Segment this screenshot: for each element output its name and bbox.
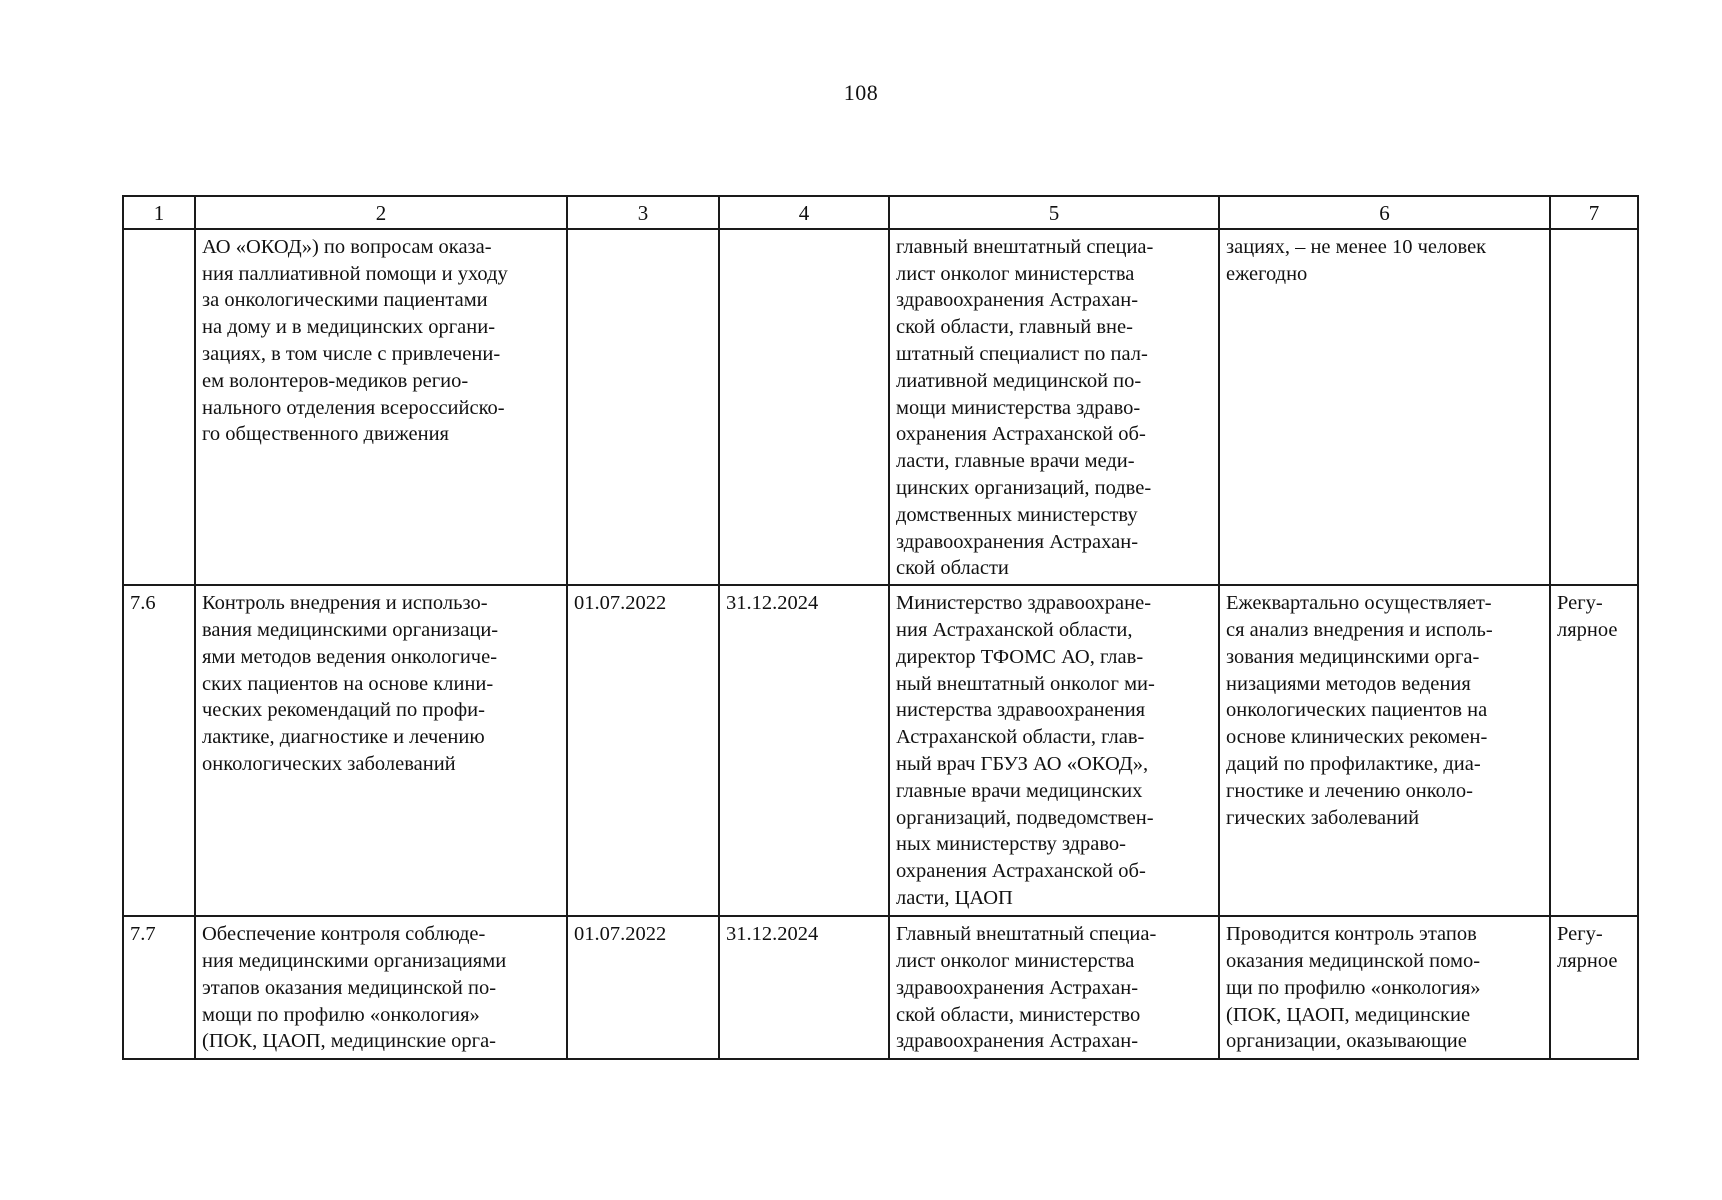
cell-number: 7.6 (123, 585, 195, 916)
column-header-4: 4 (719, 196, 889, 229)
column-header-6: 6 (1219, 196, 1550, 229)
column-header-7: 7 (1550, 196, 1638, 229)
cell-number (123, 229, 195, 585)
cell-task: Контроль внедрения и использо- вания медицинскими организаци- ями методов ведения онкологиче- ских пациентов на основе клини- ческих рекомендаций по профи- лактике, диагностике и лечению онкологических заболеваний (195, 585, 567, 916)
cell-frequency: Регу- лярное (1550, 916, 1638, 1059)
column-header-3: 3 (567, 196, 719, 229)
cell-result: Проводится контроль этапов оказания медицинской помо- щи по профилю «онкология» (ПОК, ЦАОП, медицинские организации, оказывающие (1219, 916, 1550, 1059)
cell-frequency: Регу- лярное (1550, 585, 1638, 916)
column-header-2: 2 (195, 196, 567, 229)
cell-result: Ежеквартально осуществляет- ся анализ внедрения и исполь- зования медицинскими орга- низациями методов ведения онкологических пациентов на основе клинических рекомен- даций по профилактике, диа- гностике и лечению онколо- гических заболеваний (1219, 585, 1550, 916)
cell-end-date (719, 229, 889, 585)
measures-table (122, 195, 1639, 1060)
table-row-continued (123, 229, 1638, 585)
page-number: 108 (843, 80, 879, 105)
cell-task: АО «ОКОД») по вопросам оказа- ния паллиативной помощи и уходу за онкологическими пациентами на дому и в медицинских органи- зациях, в том числе с привлечени- ем волонтеров-медиков регио- нального отделения всероссийско- го общественного движения (195, 229, 567, 585)
header-row (123, 196, 1638, 229)
cell-responsible: Министерство здравоохране- ния Астраханской области, директор ТФОМС АО, глав- ный внештатный онколог ми- нистерства здравоохранения Астраханской области, глав- ный врач ГБУЗ АО «ОКОД», главные врачи медицинских организаций, подведомствен- ных министерству здраво- охранения Астраханской об- ласти, ЦАОП (889, 585, 1219, 916)
cell-start-date: 01.07.2022 (567, 585, 719, 916)
cell-result: зациях, – не менее 10 человек ежегодно (1219, 229, 1550, 585)
cell-frequency (1550, 229, 1638, 585)
cell-start-date: 01.07.2022 (567, 916, 719, 1059)
cell-responsible: главный внештатный специа- лист онколог министерства здравоохранения Астрахан- ской области, главный вне- штатный специалист по пал- лиативной медицинской по- мощи министерства здраво- охранения Астраханской об- ласти, главные врачи меди- цинских организаций, подве- домственных министерству здравоохранения Астрахан- ской области (889, 229, 1219, 585)
cell-task: Обеспечение контроля соблюде- ния медицинскими организациями этапов оказания медицинской по- мощи по профилю «онкология» (ПОК, ЦАОП, медицинские орга- (195, 916, 567, 1059)
column-header-1: 1 (123, 196, 195, 229)
cell-end-date: 31.12.2024 (719, 916, 889, 1059)
cell-end-date: 31.12.2024 (719, 585, 889, 916)
cell-number: 7.7 (123, 916, 195, 1059)
table-row-7-6 (123, 585, 1638, 916)
cell-responsible: Главный внештатный специа- лист онколог министерства здравоохранения Астрахан- ской области, министерство здравоохранения Астрахан- (889, 916, 1219, 1059)
column-header-5: 5 (889, 196, 1219, 229)
table-row-7-7 (123, 916, 1638, 1059)
cell-start-date (567, 229, 719, 585)
